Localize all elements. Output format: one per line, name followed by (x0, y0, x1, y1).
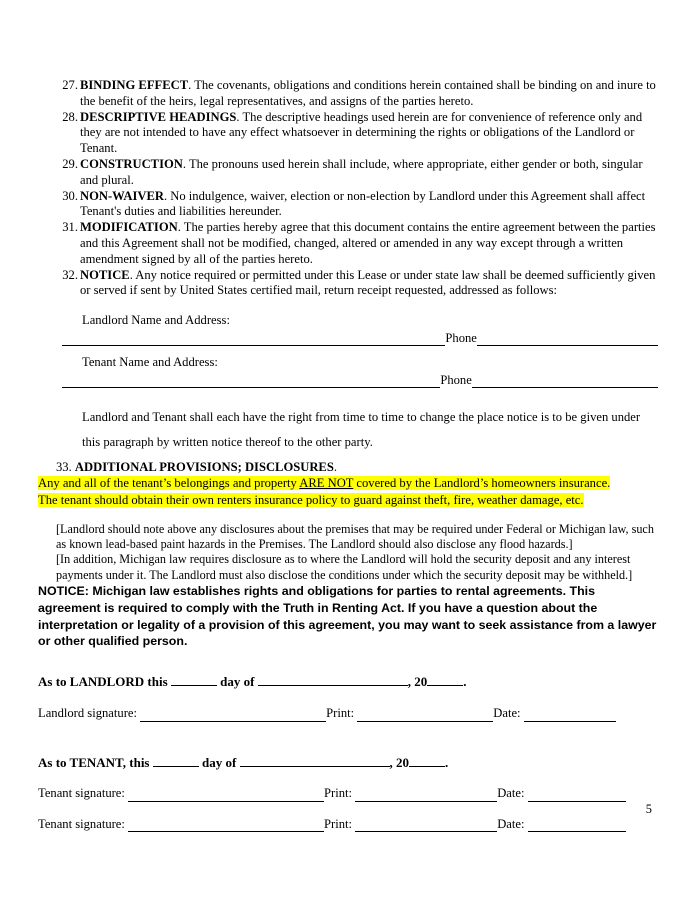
statutory-notice: NOTICE: Michigan law establishes rights and obligations for parties to rental agreements. This agreement is required to comply with the Truth in Renting Act. If you have a question about the interpretation or legality of a provision of this agreement, you may want to seek assistance from a lawyer or other qualified person. (38, 583, 657, 649)
tenant-signature-input-1[interactable] (128, 788, 324, 802)
tenant-month-input[interactable] (240, 753, 390, 767)
tenant-heading-text-b: day of (198, 754, 240, 770)
tenant-address-fill-row (38, 373, 658, 388)
clause-term: BINDING EFFECT (80, 78, 189, 92)
tenant-year-input[interactable] (409, 753, 445, 767)
tenant-date-label: Date: (497, 786, 528, 801)
landlord-heading-text-d: . (463, 674, 467, 690)
tenant-print-label: Print: (324, 816, 356, 831)
clause-term: CONSTRUCTION (80, 156, 183, 171)
change-notice-line-2: this paragraph by written notice thereof to the other party. (82, 434, 373, 449)
clause-term-suffix: . (333, 459, 337, 474)
clause-term: NON-WAIVER (80, 188, 164, 203)
clause-number: 32. (62, 267, 78, 282)
bracket-note-1: [Landlord should note above any disclosures about the premises that may be required under Federal or Michigan law, such as known lead-based paint hazards in the Premises. The Landlord should also disclose any flood hazards.] (56, 522, 654, 552)
landlord-address-fill-row (38, 331, 658, 346)
disclosure-text-a: Any and all of the tenant’s belongings and property (38, 476, 300, 491)
clause-text: . Any notice required or permitted under this Lease or under state law shall be deemed sufficiently given or served if sent by United States certified mail, return receipt requested, addressed as follows: (80, 267, 656, 298)
clause-32 (38, 268, 658, 300)
disclosure-text-line-2: The tenant should obtain their own renters insurance policy to guard against theft, fire, weather damage, etc. (38, 492, 584, 507)
tenant-date-input-1[interactable] (528, 788, 626, 802)
landlord-print-input[interactable] (357, 708, 493, 722)
landlord-address-label: Landlord Name and Address: (82, 313, 230, 328)
clause-28 (38, 110, 658, 157)
tenant-heading-text-c: , 20 (389, 754, 410, 770)
clause-text: . The parties hereby agree that this document contains the entire agreement between the parties and this Agreement shall not be modified, changed, altered or amended in any way except through a written amendment signed by all of the parties hereto. (80, 220, 656, 266)
clause-27 (38, 78, 658, 110)
clause-term: ADDITIONAL PROVISIONS; DISCLOSURES (74, 459, 334, 474)
tenant-execution-heading (38, 753, 658, 772)
landlord-signature-row (38, 705, 658, 721)
highlighted-disclosure (38, 475, 658, 508)
tenant-signature-label: Tenant signature: (38, 786, 129, 801)
landlord-phone-label: Phone (445, 330, 477, 345)
landlord-print-label: Print: (326, 706, 358, 721)
clause-number: 31. (62, 220, 78, 235)
tenant-print-input-2[interactable] (355, 818, 497, 832)
clause-29 (38, 157, 658, 189)
landlord-phone-input[interactable] (477, 332, 658, 346)
clause-text: . No indulgence, waiver, election or non-election by Landlord under this Agreement shall affect Tenant's duties and liabilities hereunder. (80, 188, 646, 219)
landlord-signature-input[interactable] (140, 708, 326, 722)
clause-33 (38, 460, 658, 476)
landlord-heading-text-c: , 20 (407, 674, 428, 690)
highlighted-disclosure-line-1 (38, 475, 658, 491)
tenant-signature-row-1 (38, 785, 658, 801)
tenant-signature-row-2 (38, 816, 658, 832)
clause-30 (38, 189, 658, 221)
tenant-signature-label: Tenant signature: (38, 816, 129, 831)
clause-list (38, 78, 658, 299)
clause-31 (38, 220, 658, 267)
landlord-date-input[interactable] (524, 708, 616, 722)
tenant-day-input[interactable] (153, 753, 199, 767)
clause-text: . The descriptive headings used herein are for convenience of reference only and they are not intended to have any effect whatsoever in determining the rights or obligations of the Landlord or Tenant. (80, 109, 643, 156)
clause-text: . The covenants, obligations and conditions herein contained shall be binding on and inure to the benefit of the heirs, legal representatives, and assigns of the parties hereto. (80, 78, 656, 108)
clause-term: NOTICE (80, 267, 130, 282)
clause-number: 33. (56, 459, 72, 474)
tenant-address-label: Tenant Name and Address: (82, 355, 218, 370)
clause-number: 27. (62, 78, 78, 92)
landlord-signature-label: Landlord signature: (38, 706, 141, 721)
landlord-year-input[interactable] (427, 672, 463, 686)
clause-number: 30. (62, 188, 78, 203)
tenant-print-label: Print: (324, 786, 356, 801)
clause-number: 28. (62, 109, 78, 124)
page-number: 5 (645, 802, 652, 816)
landlord-heading-text-a: As to LANDLORD this (38, 674, 171, 690)
landlord-heading-text-b: day of (216, 674, 258, 690)
highlighted-disclosure-line-2 (38, 492, 658, 508)
tenant-date-label: Date: (497, 816, 528, 831)
disclosure-text-b: covered by the Landlord’s homeowners insurance. (353, 476, 611, 491)
tenant-date-input-2[interactable] (528, 818, 626, 832)
landlord-day-input[interactable] (171, 672, 217, 686)
tenant-signature-input-2[interactable] (128, 818, 324, 832)
tenant-address-input[interactable] (62, 374, 440, 388)
tenant-heading-text-d: . (445, 754, 449, 770)
disclosure-emphasis: ARE NOT (299, 476, 354, 491)
tenant-heading-text-a: As to TENANT, this (38, 754, 153, 770)
landlord-date-label: Date: (493, 706, 524, 721)
clause-term: MODIFICATION (80, 220, 178, 235)
tenant-print-input-1[interactable] (355, 788, 497, 802)
landlord-execution-heading (38, 672, 658, 691)
tenant-phone-label: Phone (440, 372, 472, 387)
landlord-address-input[interactable] (62, 332, 445, 346)
tenant-phone-input[interactable] (472, 374, 658, 388)
clause-number: 29. (62, 156, 78, 171)
clause-text: . The pronouns used herein shall include, where appropriate, either gender or both, singular and plural. (80, 156, 643, 187)
bracket-note-2: [In addition, Michigan law requires disclosure as to where the Landlord will hold the security deposit and any interest payments under it. The Landlord must also disclose the conditions under which the security deposit may be withheld.] (56, 552, 633, 582)
landlord-month-input[interactable] (258, 672, 408, 686)
clause-term: DESCRIPTIVE HEADINGS (80, 109, 237, 124)
change-notice-line-1: Landlord and Tenant shall each have the right from time to time to change the place notice is to be given under (82, 409, 641, 424)
